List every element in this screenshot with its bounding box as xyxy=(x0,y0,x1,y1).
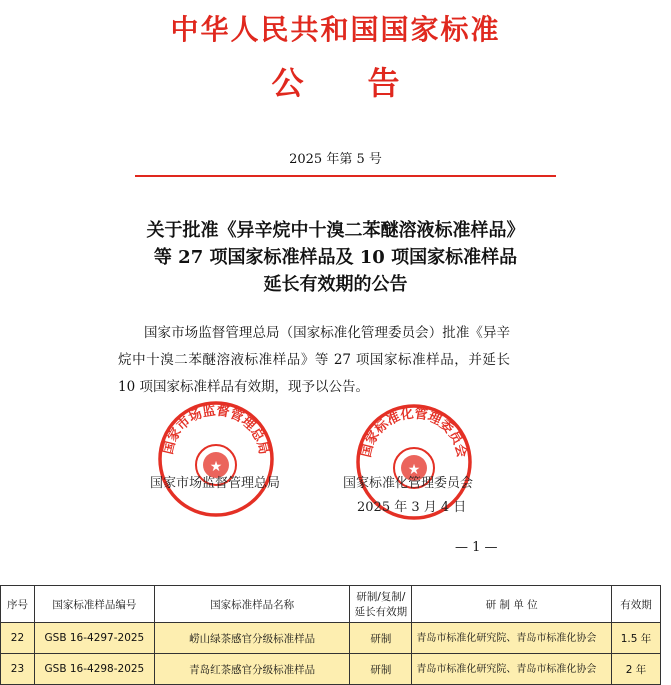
red-divider xyxy=(135,175,556,177)
announcement-body: 国家市场监督管理总局（国家标准化管理委员会）批准《异辛烷中十溴二苯醚溶液标准样品》等 27 项国家标准样品，并延长 10 项国家标准样品有效期，现予以公告。 xyxy=(118,325,510,395)
left-official-seal xyxy=(148,397,284,521)
col-header-name: 国家标准样品名称 xyxy=(154,586,350,623)
table-row xyxy=(1,654,661,685)
title-line-2: 等 27 项国家标准样品及 10 项国家标准样品 xyxy=(153,247,518,268)
doc-type-char-2: 告 xyxy=(367,64,400,102)
standard-samples-table xyxy=(0,585,661,685)
right-seal-text: 国家标准化管理委员会 xyxy=(359,406,469,459)
cell-validity: 2 年 xyxy=(612,654,661,685)
left-seal-text: 国家市场监督管理总局 xyxy=(161,403,271,456)
title-line-1: 关于批准《异辛烷中十溴二苯醚溶液标准样品》 xyxy=(146,220,525,241)
cell-name: 青岛红茶感官分级标准样品 xyxy=(154,654,350,685)
cell-code: GSB 16-4297-2025 xyxy=(34,623,154,654)
cell-units: 青岛市标准化研究院、青岛市标准化协会 xyxy=(412,654,612,685)
issue-number: 2025 年第 5 号 xyxy=(289,152,382,167)
table-row xyxy=(1,623,661,654)
cell-units: 青岛市标准化研究院、青岛市标准化协会 xyxy=(412,623,612,654)
authority-header: 中华人民共和国国家标准 xyxy=(170,13,501,46)
page-number: — 1 — xyxy=(455,540,498,555)
doc-type-char-1: 公 xyxy=(271,64,304,102)
svg-text:★: ★ xyxy=(407,462,421,478)
col-header-code: 国家标准样品编号 xyxy=(34,586,154,623)
col-header-units: 研 制 单 位 xyxy=(412,586,612,623)
cell-name: 崂山绿茶感官分级标准样品 xyxy=(154,623,350,654)
cell-type: 研制 xyxy=(350,654,412,685)
left-signature: 国家市场监督管理总局 xyxy=(150,476,281,491)
right-signature: 国家标准化管理委员会 xyxy=(343,476,474,491)
cell-no: 22 xyxy=(1,623,35,654)
title-line-3: 延长有效期的公告 xyxy=(263,274,408,295)
col-header-no: 序号 xyxy=(1,586,35,623)
table-header-row xyxy=(1,586,661,623)
cell-validity: 1.5 年 xyxy=(612,623,661,654)
svg-text:★: ★ xyxy=(209,459,223,475)
col-header-validity: 有效期 xyxy=(612,586,661,623)
signing-date: 2025 年 3 月 4 日 xyxy=(357,500,467,515)
cell-code: GSB 16-4298-2025 xyxy=(34,654,154,685)
col-header-type: 研制/复制/延长有效期 xyxy=(350,586,412,623)
cell-no: 23 xyxy=(1,654,35,685)
doc-type-header xyxy=(0,58,671,104)
cell-type: 研制 xyxy=(350,623,412,654)
